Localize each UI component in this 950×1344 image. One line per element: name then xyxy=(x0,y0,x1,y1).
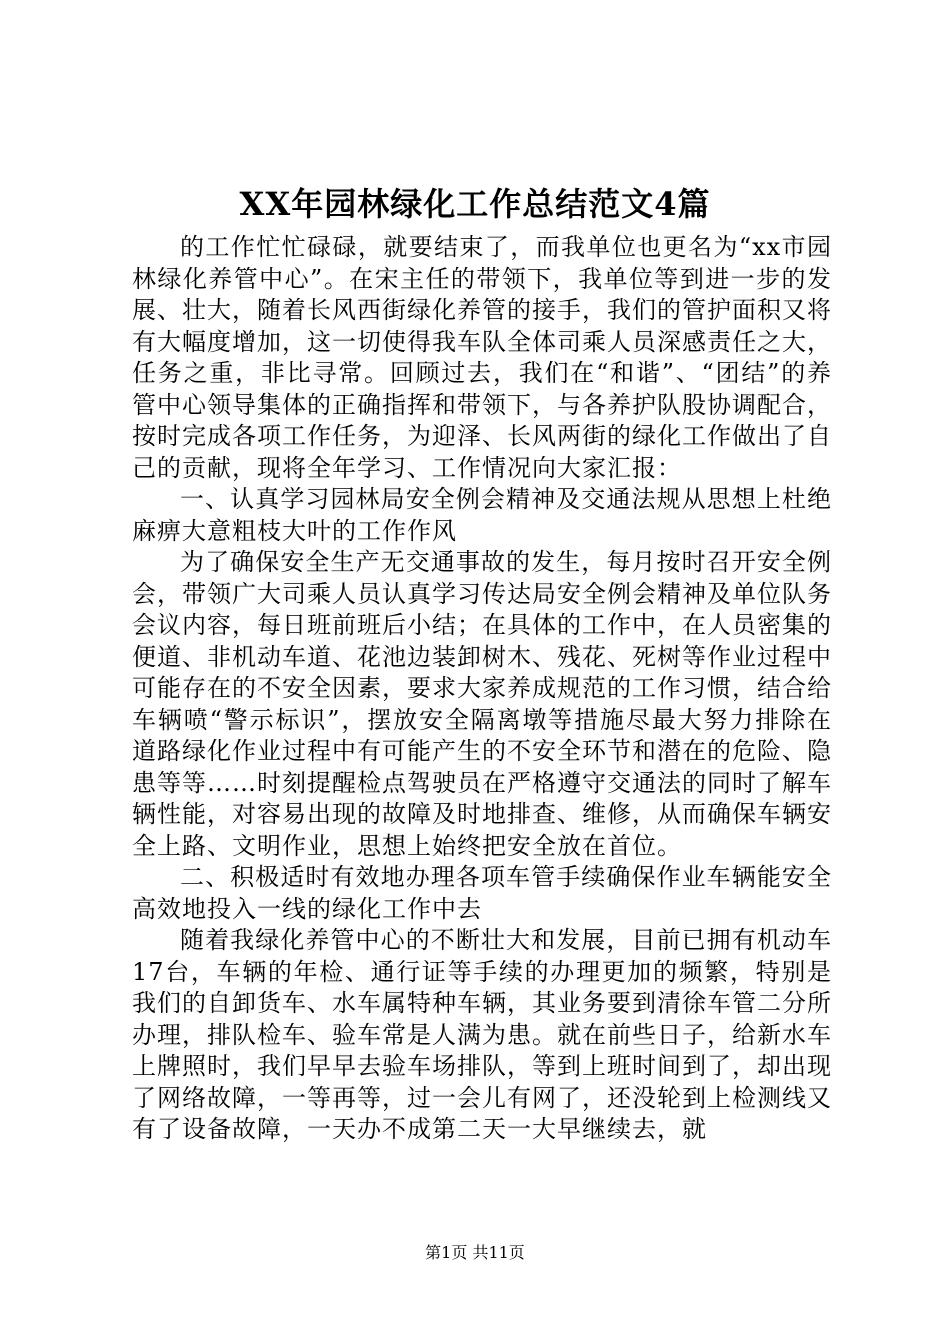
section-heading-1: 一、认真学习园林局安全例会精神及交通法规从思想上杜绝麻痹大意粗枝大叶的工作作风 xyxy=(132,485,832,545)
paragraph-safety: 为了确保安全生产无交通事故的发生，每月按时召开安全例会，带领广大司乘人员认真学习传达局安全例会精神及单位队务会议内容，每日班前班后小结；在具体的工作中，在人员密集的便道、非机动车道、花池边装卸树木、残花、死树等作业过程中可能存在的不安全因素，要求大家养成规范的工作习惯，结合给车辆喷“警示标识”，摆放安全隔离墩等措施尽最大努力排除在道路绿化作业过程中有可能产生的不安全环节和潜在的危险、隐患等等……时刻提醒检点驾驶员在严格遵守交通法的同时了解车辆性能，对容易出现的故障及时地排查、维修，从而确保车辆安全上路、文明作业，思想上始终把安全放在首位。 xyxy=(132,548,832,860)
document-body xyxy=(132,232,832,1146)
page-number-footer: 第1页 共11页 xyxy=(425,1243,525,1262)
paragraph-vehicle-procedures: 随着我绿化养管中心的不断壮大和发展，目前已拥有机动车17台，车辆的年检、通行证等手续的办理更加的频繁，特别是我们的自卸货车、水车属特种车辆，其业务要到清徐车管二分所办理，排队检车、验车常是人满为患。就在前些日子，给新水车上牌照时，我们早早去验车场排队，等到上班时间到了，却出现了网络故障，一等再等，过一会儿有网了，还没轮到上检测线又有了设备故障，一天办不成第二天一大早继续去，就 xyxy=(132,926,832,1143)
section-heading-2: 二、积极适时有效地办理各项车管手续确保作业车辆能安全高效地投入一线的绿化工作中去 xyxy=(132,863,832,923)
document-title: XX年园林绿化工作总结范文4篇 xyxy=(239,185,711,223)
paragraph-intro: 的工作忙忙碌碌，就要结束了，而我单位也更名为“xx市园林绿化养管中心”。在宋主任的带领下，我单位等到进一步的发展、壮大，随着长风西街绿化养管的接手，我们的管护面积又将有大幅度增加，这一切使得我车队全体司乘人员深感责任之大，任务之重，非比寻常。回顾过去，我们在“和谐”、“团结”的养管中心领导集体的正确指挥和带领下，与各养护队股协调配合，按时完成各项工作任务，为迎泽、长风两街的绿化工作做出了自己的贡献，现将全年学习、工作情况向大家汇报： xyxy=(132,233,832,482)
